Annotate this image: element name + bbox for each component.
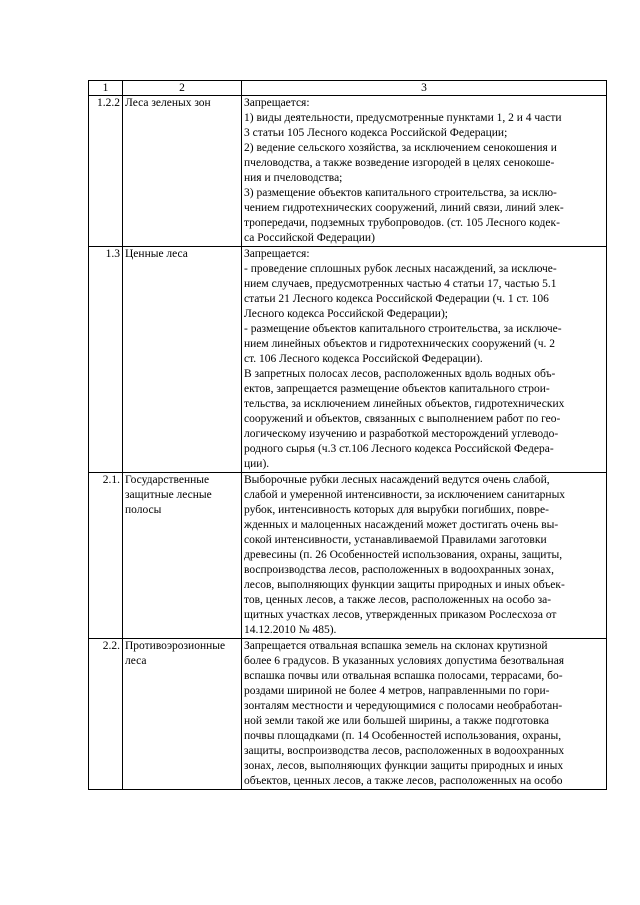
regulation-text-line: лесов, выполняющих функции защиты природных и иных объек- — [244, 579, 565, 591]
category-name-line: Леса зеленых зон — [125, 97, 211, 109]
category-name-line: Ценные леса — [125, 248, 188, 260]
regulation-text-line: - размещение объектов капитального строительства, за исключе- — [244, 323, 562, 335]
regulation-text-line: рубок, интенсивность которых для вырубки погибших, повре- — [244, 504, 549, 516]
category-name — [123, 247, 242, 473]
table-row — [89, 96, 607, 247]
regulation-text-line: нием линейных объектов и гидротехнических сооружений (ч. 2 — [244, 338, 556, 350]
document-table — [88, 80, 607, 790]
regulation-text-line: пчеловодства, а также возведение изгородей в целях сенокоше- — [244, 157, 555, 169]
regulation-text-line: сооружений и объектов, связанных с выполнением работ по гео- — [244, 413, 561, 425]
category-name-line: полосы — [125, 504, 162, 516]
regulation-text-line: щитных участках лесов, утвержденных приказом Рослесхоза от — [244, 609, 557, 621]
regulation-text-line: 2) ведение сельского хозяйства, за исключением сенокошения и — [244, 142, 557, 154]
header-row — [89, 81, 607, 96]
regulation-text-line: ции). — [244, 458, 270, 470]
row-number: 2.2. — [89, 639, 123, 790]
regulation-text-line: сокой интенсивности, устанавливаемой Правилами заготовки — [244, 534, 547, 546]
regulation-text-line: зонах, лесов, выполняющих функции защиты природных и иных — [244, 760, 564, 772]
regulation-text-line: ст. 106 Лесного кодекса Российской Федерации). — [244, 353, 483, 365]
regulation-text — [242, 639, 607, 790]
regulation-text — [242, 247, 607, 473]
row-number: 1.3 — [89, 247, 123, 473]
regulation-text-line: Запрещается: — [244, 97, 310, 109]
regulation-text-line: ной земли такой же или большей ширины, а также подготовка — [244, 715, 549, 727]
category-name — [123, 473, 242, 639]
regulation-text-line: 14.12.2010 № 485). — [244, 624, 337, 636]
regulation-text-line: 3 статьи 105 Лесного кодекса Российской Федерации; — [244, 127, 508, 139]
regulation-text-line: Лесного кодекса Российской Федерации); — [244, 308, 448, 320]
category-name — [123, 639, 242, 790]
regulation-text-line: зонталям местности и чередующимися с полосами необработан- — [244, 700, 563, 712]
regulation-text-line: роздами шириной не более 4 метров, направленными по гори- — [244, 685, 550, 697]
regulation-text-line: 3) размещение объектов капитального строительства, за исклю- — [244, 187, 557, 199]
category-name — [123, 96, 242, 247]
regulation-text-line: статьи 21 Лесного кодекса Российской Федерации (ч. 1 ст. 106 — [244, 293, 549, 305]
regulation-text-line: ния и пчеловодства; — [244, 172, 343, 184]
regulation-text-line: слабой и умеренной интенсивности, за исключением санитарных — [244, 489, 566, 501]
row-number: 2.1. — [89, 473, 123, 639]
regulation-text-line: защиты, воспроизводства лесов, расположенных в водоохранных — [244, 745, 565, 757]
category-name-line: леса — [125, 655, 147, 667]
regulation-text — [242, 473, 607, 639]
regulation-text-line: логическому изучению и разработкой месторождений углеводо- — [244, 428, 559, 440]
regulation-text-line: почвы площадками (п. 14 Особенностей использования, охраны, — [244, 730, 562, 742]
header-col-3: 3 — [242, 81, 607, 96]
regulation-text-line: Запрещается: — [244, 248, 310, 260]
regulation-text-line: нием случаев, предусмотренных частью 4 статьи 17, частью 5.1 — [244, 278, 557, 290]
category-name-line: Противоэрозионные — [125, 640, 226, 652]
regulation-text-line: жденных и малоценных насаждений может достигать очень вы- — [244, 519, 559, 531]
table-row — [89, 639, 607, 790]
header-col-1: 1 — [89, 81, 123, 96]
regulation-text-line: тельства, за исключением линейных объектов, гидротехнических — [244, 398, 565, 410]
regulation-text-line: чением гидротехнических сооружений, линий связи, линий элек- — [244, 202, 564, 214]
category-name-line: защитные лесные — [125, 489, 212, 501]
table-row — [89, 473, 607, 639]
regulation-text-line: - проведение сплошных рубок лесных насаждений, за исключе- — [244, 263, 557, 275]
regulation-text-line: объектов, ценных лесов, а также лесов, расположенных на особо — [244, 775, 563, 787]
row-number: 1.2.2 — [89, 96, 123, 247]
regulation-text-line: Выборочные рубки лесных насаждений ведутся очень слабой, — [244, 474, 550, 486]
regulation-text-line: вспашка почвы или отвальная вспашка полосами, террасами, бо- — [244, 670, 563, 682]
regulation-text-line: более 6 градусов. В указанных условиях допустима безотвальная — [244, 655, 565, 667]
regulation-text-line: родного сырья (ч.3 ст.106 Лесного кодекса Российской Федера- — [244, 443, 554, 455]
regulation-text-line: са Российской Федерации) — [244, 232, 375, 244]
header-col-2: 2 — [123, 81, 242, 96]
category-name-line: Государственные — [125, 474, 210, 486]
regulation-text-line: тов, ценных лесов, а также лесов, расположенных на особо за- — [244, 594, 552, 606]
regulation-text-line: 1) виды деятельности, предусмотренные пунктами 1, 2 и 4 части — [244, 112, 562, 124]
table-row — [89, 247, 607, 473]
regulation-text-line: древесины (п. 26 Особенностей использования, охраны, защиты, — [244, 549, 563, 561]
regulation-text-line: В запретных полосах лесов, расположенных вдоль водных объ- — [244, 368, 556, 380]
regulation-text — [242, 96, 607, 247]
regulation-text-line: воспроизводства лесов, расположенных в водоохранных зонах, — [244, 564, 555, 576]
regulation-text-line: ектов, запрещается размещение объектов капитального строи- — [244, 383, 550, 395]
regulation-text-line: тропередачи, подземных трубопроводов. (ст. 105 Лесного кодек- — [244, 217, 560, 229]
regulation-text-line: Запрещается отвальная вспашка земель на склонах крутизной — [244, 640, 548, 652]
